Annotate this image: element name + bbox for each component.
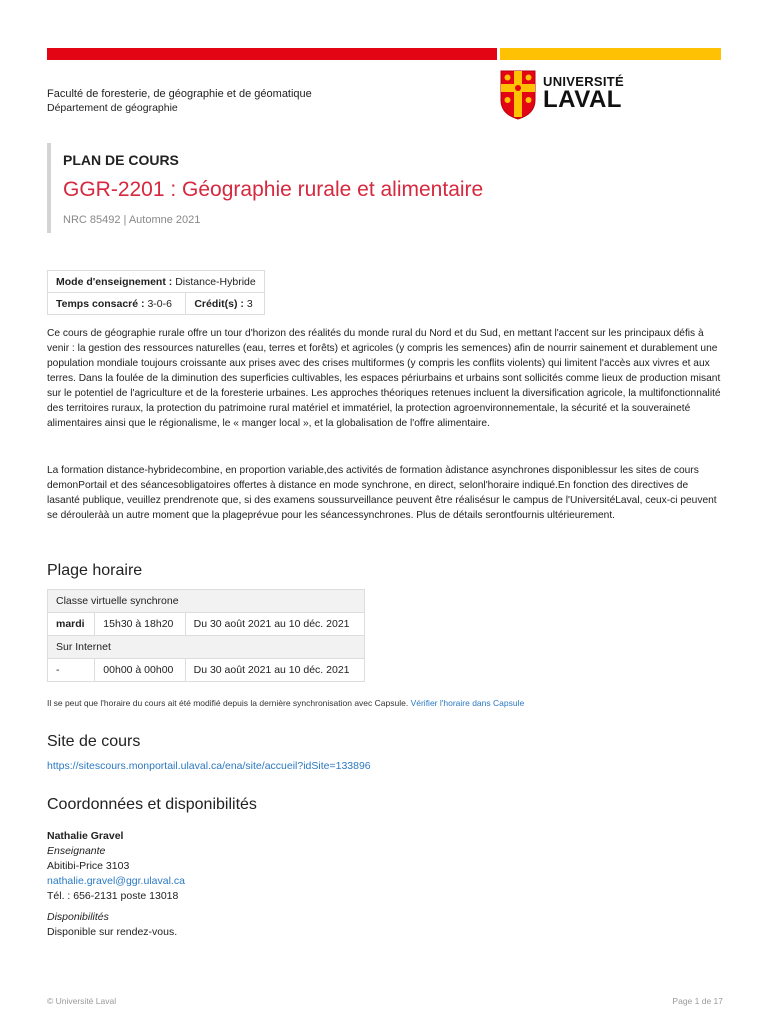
contact-heading: Coordonnées et disponibilités (47, 796, 257, 813)
instructor-phone: Tél. : 656-2131 poste 13018 (47, 890, 179, 902)
schedule-note (47, 698, 524, 708)
availability-label: Disponibilités (47, 911, 109, 923)
credits-value: 3 (246, 297, 253, 310)
logo-wordmark-top: UNIVERSITÉ (543, 74, 625, 89)
mode-label: Mode d'enseignement : (56, 275, 173, 288)
table-row (48, 271, 265, 293)
instructor-office: Abitibi-Price 3103 (47, 860, 130, 872)
faculty-name: Faculté de foresterie, de géographie et de géomatique (47, 88, 312, 100)
header-red-bar (47, 48, 497, 60)
contact-block (47, 829, 185, 940)
department-name: Département de géographie (47, 102, 178, 114)
schedule-time: 00h00 à 00h00 (95, 659, 185, 682)
header-gold-bar (500, 48, 721, 60)
plan-label: PLAN DE COURS (63, 152, 179, 168)
credits-label: Crédit(s) : (194, 297, 244, 310)
description-paragraph-1: Ce cours de géographie rurale offre un tour d'horizon des réalités du monde rural du Nord et du Sud, en mettant l'accent sur les principaux défis à venir : la gestion des ressources naturelles (eau, terres et forêts) et agricoles (y compris les semences) afin de nourrir sainement et durablement une population mondiale toujours croissante aux prises avec des crises multiformes (y compris les conflits violents) qui limitent l'accès aux vivres et aux terres. Dans la foulée de la diminution des superficies cultivables, les espaces périurbains et urbains sont sollicités comme lieux de production misant sur le potentiel de l'agriculture et de la foresterie urbaines. Les approches théoriques retenues incluent la diversification agricole, la multifonctionnalité des territoires ruraux, la protection du patrimoine rural matériel et immatériel, la protection agroenvironnementale, la sécurité et la souveraineté alimentaires ainsi que le régionalisme, le « manger local », et la globalisation de l'offre alimentaire. (47, 328, 721, 429)
temps-label: Temps consacré : (56, 297, 145, 310)
course-nrc: NRC 85492 | Automne 2021 (63, 214, 201, 226)
capsule-schedule-link[interactable]: Vérifier l'horaire dans Capsule (410, 698, 525, 708)
table-row (48, 659, 365, 682)
table-row (48, 293, 265, 315)
availability-value: Disponible sur rendez-vous. (47, 926, 178, 938)
faculty-block (47, 87, 312, 115)
mode-value: Distance-Hybride (175, 275, 256, 288)
footer-copyright: © Université Laval (47, 996, 117, 1006)
university-shield-icon (500, 70, 536, 120)
schedule-group-name: Classe virtuelle synchrone (48, 590, 365, 613)
footer-page-number: Page 1 de 17 (672, 996, 723, 1006)
instructor-email-link[interactable]: nathalie.gravel@ggr.ulaval.ca (47, 875, 185, 887)
schedule-group-name: Sur Internet (48, 636, 365, 659)
site-heading: Site de cours (47, 733, 141, 750)
schedule-note-text: Il se peut que l'horaire du cours ait été modifié depuis la dernière synchronisation avec Capsule. (47, 698, 409, 708)
course-title: GGR-2201 : Géographie rurale et alimentaire (63, 178, 484, 201)
schedule-time: 15h30 à 18h20 (95, 613, 185, 636)
schedule-dates: Du 30 août 2021 au 10 déc. 2021 (185, 613, 364, 636)
instructor-role: Enseignante (47, 845, 106, 857)
temps-value: 3-0-6 (147, 297, 172, 310)
course-info-table (47, 270, 265, 315)
table-row (48, 590, 365, 613)
university-logo (500, 70, 630, 122)
logo-wordmark-bottom: LAVAL (543, 86, 622, 113)
schedule-table (47, 589, 365, 682)
table-row (48, 613, 365, 636)
schedule-heading: Plage horaire (47, 562, 143, 579)
schedule-day: mardi (48, 613, 95, 636)
table-row (48, 636, 365, 659)
mode-cell (48, 271, 265, 293)
course-site-link[interactable]: https://sitescours.monportail.ulaval.ca/ena/site/accueil?idSite=133896 (47, 760, 371, 772)
schedule-dates: Du 30 août 2021 au 10 déc. 2021 (185, 659, 364, 682)
instructor-name: Nathalie Gravel (47, 830, 124, 842)
credits-cell (186, 293, 264, 315)
course-plan-header (47, 143, 651, 233)
temps-cell (48, 293, 186, 315)
schedule-day: - (48, 659, 95, 682)
description-paragraph-2: La formation distance-hybridecombine, en proportion variable,des activités de formation àdistance asynchrones disponiblessur les sites de cours demonPortail et des séancesobligatoires offertes à distance en mode synchrone, en direct, selonl'horaire indiqué.En fonction des directives de lasanté publique, veuillez prendrenote que, si des examens soussurveillance peuvent être réalisésur le campus de l'UniversitéLaval, ceux-ci peuvent se dérouleràà un autre moment que la plageprévue pour les séancessynchrones. Plus de détails serontfournis ultérieurement. (47, 465, 717, 521)
